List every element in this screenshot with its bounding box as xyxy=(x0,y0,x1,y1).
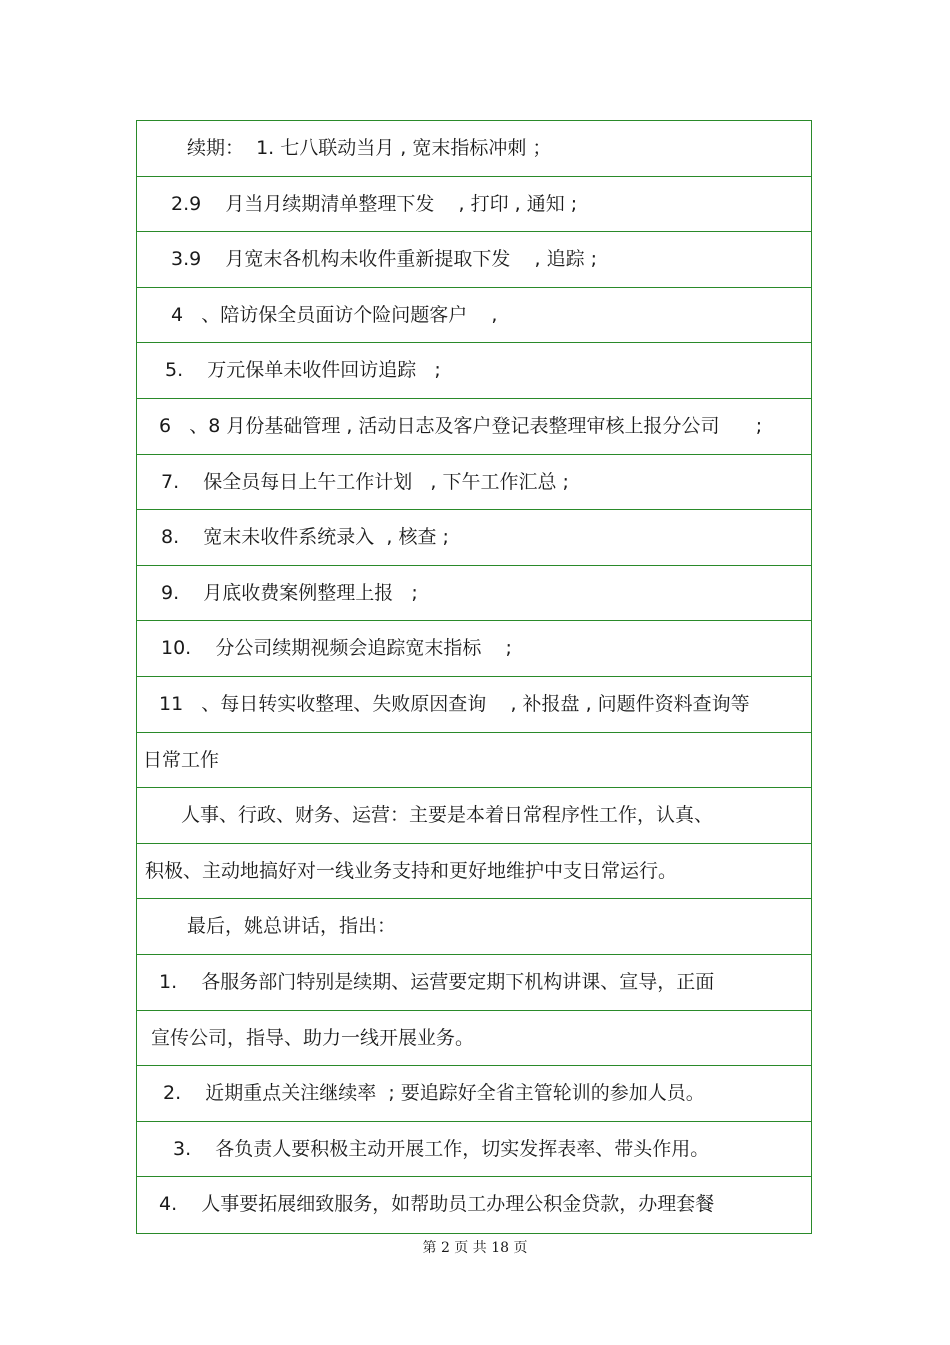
row-text: 2.9 月当月续期清单整理下发 , 打印 , 通知 ; xyxy=(171,192,578,215)
table-row xyxy=(137,788,811,844)
row-text: 3. 各负责人要积极主动开展工作，切实发挥表率、带头作用。 xyxy=(173,1137,710,1160)
table-row xyxy=(137,1177,811,1233)
row-text: 续期： 1. 七八联动当月 , 宽末指标冲刺 ； xyxy=(187,137,552,159)
row-text: 最后，姚总讲话，指出： xyxy=(187,915,397,938)
table-row xyxy=(137,232,811,288)
table-row xyxy=(137,955,811,1011)
table-row xyxy=(137,288,811,344)
table-row xyxy=(137,733,811,789)
page-footer: 第 2 页 共 18 页 xyxy=(422,1240,528,1256)
row-text: 11 、每日转实收整理、失败原因查询 , 补报盘 , 问题件资料查询等 xyxy=(159,692,750,715)
table-row xyxy=(137,844,811,900)
table-row xyxy=(137,1122,811,1178)
table-row xyxy=(137,899,811,955)
row-text: 4. 人事要拓展细致服务，如帮助员工办理公积金贷款，办理套餐 xyxy=(159,1193,715,1216)
row-text: 6 、8 月份基础管理 , 活动日志及客户登记表整理审核上报分公司 ; xyxy=(159,414,763,437)
row-text: 宣传公司，指导、助力一线开展业务。 xyxy=(151,1026,475,1049)
table-row xyxy=(137,510,811,566)
table-row xyxy=(137,399,811,455)
table-row xyxy=(137,677,811,733)
row-text: 积极、主动地搞好对一线业务支持和更好地维护中支日常运行。 xyxy=(145,859,678,882)
table-row xyxy=(137,621,811,677)
row-text: 4 、陪访保全员面访个险问题客户 , xyxy=(171,303,498,326)
table-row xyxy=(137,177,811,233)
row-text: 10. 分公司续期视频会追踪宽末指标 ; xyxy=(161,637,512,660)
table-row xyxy=(137,566,811,622)
table-row xyxy=(137,343,811,399)
content-table xyxy=(136,120,812,1234)
row-text: 7. 保全员每日上午工作计划 , 下午工作汇总 ; xyxy=(161,470,569,493)
row-text: 1. 各服务部门特别是续期、运营要定期下机构讲课、宣导，正面 xyxy=(159,970,715,993)
row-text: 5. 万元保单未收件回访追踪 ; xyxy=(165,359,441,382)
table-row xyxy=(137,121,811,177)
table-row xyxy=(137,1011,811,1067)
row-text: 3.9 月宽末各机构未收件重新提取下发 , 追踪 ; xyxy=(171,248,598,271)
row-text: 2. 近期重点关注继续率 ; 要追踪好全省主管轮训的参加人员。 xyxy=(163,1082,705,1105)
row-text: 人事、行政、财务、运营：主要是本着日常程序性工作，认真、 xyxy=(181,804,714,827)
row-text: 8. 宽末未收件系统录入 , 核查 ; xyxy=(161,526,449,549)
table-row xyxy=(137,1066,811,1122)
row-text: 9. 月底收费案例整理上报 ; xyxy=(161,581,418,604)
row-text: 日常工作 xyxy=(143,748,220,771)
table-row xyxy=(137,455,811,511)
